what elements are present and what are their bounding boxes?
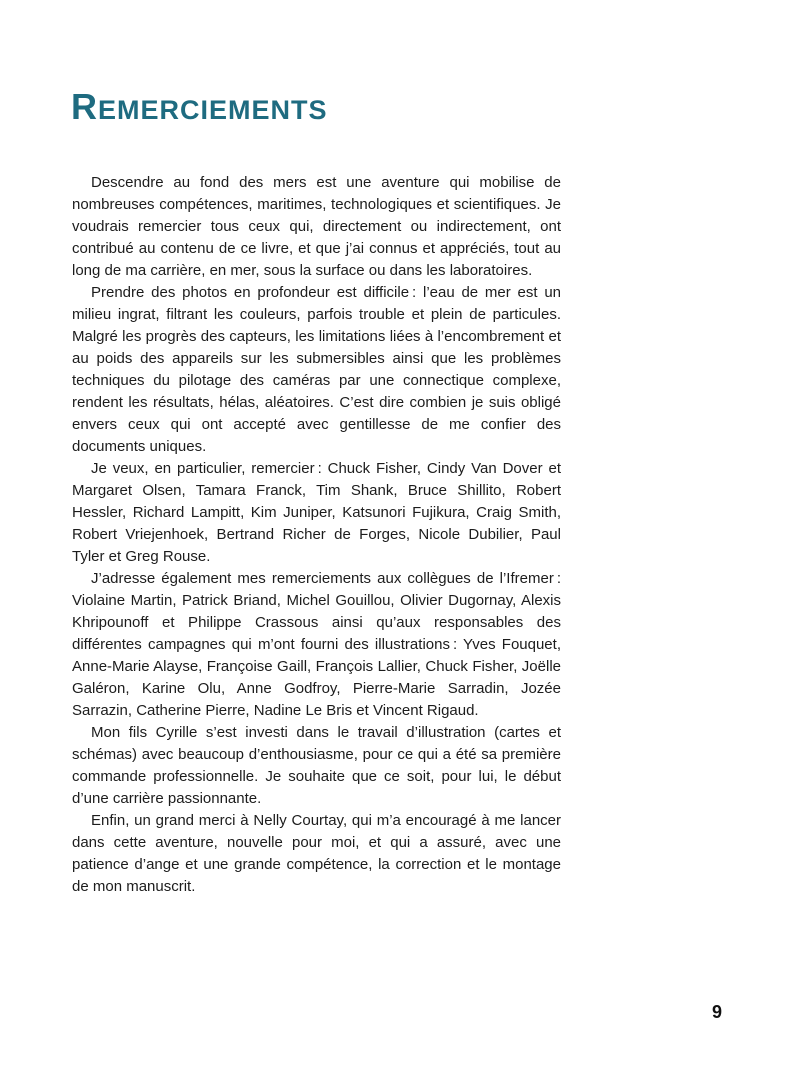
paragraph: Descendre au fond des mers est une aventure qui mobilise de nombreuses compétences, maritimes, technologiques et scientifiques. Je voudrais remercier tous ceux qui, directement ou indirectement, ont contribué au contenu de ce livre, et que j’ai connus et appréciés, tout au long de ma carrière, en mer, sous la surface ou dans les laboratoires.	[72, 174, 561, 279]
body-text	[72, 172, 561, 898]
page-number: 9	[712, 1002, 723, 1022]
paragraph: J’adresse également mes remerciements aux collègues de l’Ifremer : Violaine Martin, Patrick Briand, Michel Gouillou, Olivier Dugornay, Alexis Khripounoff et Philippe Crassous ainsi qu’aux responsables des différentes campagnes qui m’ont fourni des illustrations : Yves Fouquet, Anne-Marie Alayse, Françoise Gaill, François Lallier, Chuck Fisher, Joëlle Galéron, Karine Olu, Anne Godfroy, Pierre-Marie Sarradin, Jozée Sarrazin, Catherine Pierre, Nadine Le Bris et Vincent Rigaud.	[72, 570, 561, 719]
page-title: REMERCIEMENTS	[71, 86, 328, 127]
paragraph: Enfin, un grand merci à Nelly Courtay, qui m’a encouragé à me lancer dans cette aventure, nouvelle pour moi, et qui a assuré, avec une patience d’ange et une grande compétence, la correction et le montage de mon manuscrit.	[72, 812, 561, 895]
paragraph: Prendre des photos en profondeur est difficile : l’eau de mer est un milieu ingrat, filtrant les couleurs, parfois trouble et plein de particules. Malgré les progrès des capteurs, les limitations liées à l’encombrement et au poids des appareils sur les submersibles ainsi que les problèmes techniques du pilotage des caméras par une connectique complexe, rendent les résultats, hélas, aléatoires. C’est dire combien je suis obligé envers ceux qui ont accepté avec gentillesse de me confier des documents uniques.	[72, 284, 561, 455]
paragraph: Mon fils Cyrille s’est investi dans le travail d’illustration (cartes et schémas) avec beaucoup d’enthousiasme, pour ce qui a été sa première commande professionnelle. Je souhaite que ce soit, pour lui, le début d’une carrière passionnante.	[72, 724, 561, 807]
paragraph: Je veux, en particulier, remercier : Chuck Fisher, Cindy Van Dover et Margaret Olsen, Tamara Franck, Tim Shank, Bruce Shillito, Robert Hessler, Richard Lampitt, Kim Juniper, Katsunori Fujikura, Craig Smith, Robert Vriejenhoek, Bertrand Richer de Forges, Nicole Dubilier, Paul Tyler et Greg Rouse.	[72, 460, 561, 565]
